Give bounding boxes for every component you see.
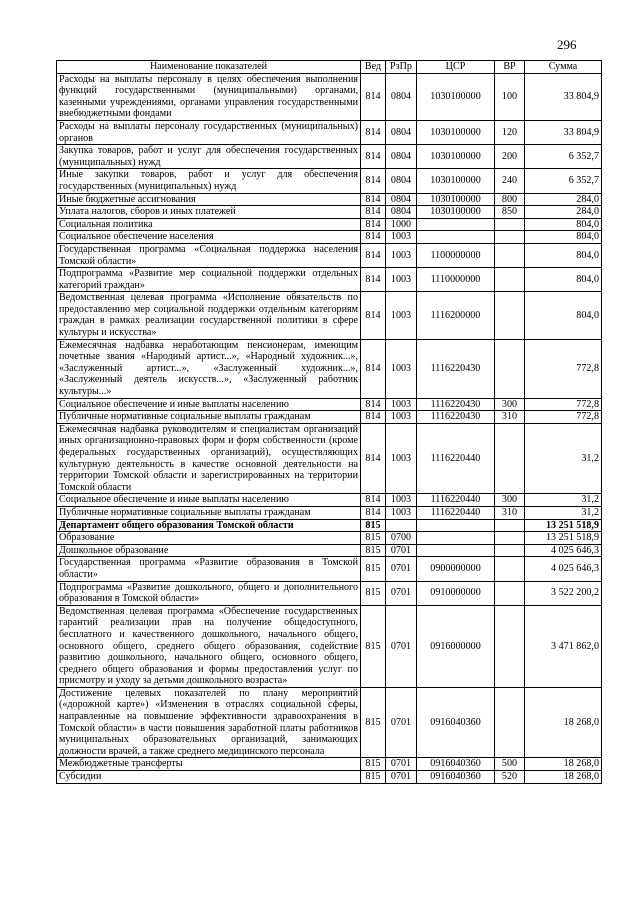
cell-csr [417,218,495,231]
cell-csr: 1116220440 [417,506,495,519]
table-body [57,73,602,783]
cell-rzpr: 0804 [386,169,417,193]
cell-sum: 6 352,7 [525,169,602,193]
header-ved: Вед [361,61,386,74]
cell-rzpr: 0701 [386,605,417,687]
cell-rzpr: 0701 [386,557,417,581]
cell-ved: 814 [361,169,386,193]
cell-rzpr: 0804 [386,206,417,219]
cell-vr: 300 [495,494,525,507]
header-vr: ВР [495,61,525,74]
cell-rzpr: 1003 [386,268,417,292]
cell-vr: 240 [495,169,525,193]
cell-rzpr: 0701 [386,771,417,784]
cell-sum: 33 804,9 [525,73,602,120]
table-row [57,145,602,169]
cell-vr [495,605,525,687]
cell-ved: 814 [361,231,386,244]
cell-ved: 815 [361,605,386,687]
table-row [57,169,602,193]
cell-name: Закупка товаров, работ и услуг для обеспечения государственных (муниципальных) нужд [57,145,361,169]
cell-ved: 814 [361,193,386,206]
cell-csr: 0916040360 [417,771,495,784]
cell-vr [495,268,525,292]
cell-rzpr: 1003 [386,506,417,519]
cell-csr [417,519,495,532]
cell-name: Расходы на выплаты персоналу государственных (муниципальных) органов [57,120,361,144]
cell-name: Публичные нормативные социальные выплаты гражданам [57,506,361,519]
cell-csr: 1030100000 [417,169,495,193]
cell-ved: 814 [361,494,386,507]
cell-vr [495,544,525,557]
cell-vr: 520 [495,771,525,784]
cell-name: Расходы на выплаты персоналу в целях обеспечения выполнения функций государственными (муниципальными) органами, казенными учреждениями, органами управления государственными внебюджетными фондами [57,73,361,120]
cell-name: Социальное обеспечение населения [57,231,361,244]
table-row [57,771,602,784]
cell-csr: 0900000000 [417,557,495,581]
cell-csr: 1116220430 [417,339,495,398]
cell-vr [495,557,525,581]
cell-ved: 814 [361,292,386,339]
cell-rzpr: 1000 [386,218,417,231]
cell-ved: 815 [361,557,386,581]
cell-sum: 284,0 [525,206,602,219]
table-row [57,494,602,507]
cell-rzpr: 0804 [386,73,417,120]
header-sum: Сумма [525,61,602,74]
header-csr: ЦСР [417,61,495,74]
cell-vr [495,339,525,398]
cell-csr [417,231,495,244]
cell-name: Достижение целевых показателей по плану мероприятий («дорожной карте») «Изменения в отраслях социальной сферы, направленные на повышение эффективности здравоохранения в Томской области» в части повышения заработной платы работников муниципальных образовательных организаций, занимающих должности врачей, а также среднего медицинского персонала [57,687,361,758]
table-row [57,231,602,244]
table-row [57,423,602,494]
table-row [57,398,602,411]
cell-csr: 0916000000 [417,605,495,687]
cell-vr [495,581,525,605]
cell-vr: 300 [495,398,525,411]
cell-sum: 804,0 [525,243,602,267]
cell-sum: 804,0 [525,268,602,292]
cell-ved: 814 [361,268,386,292]
cell-ved: 814 [361,411,386,424]
cell-ved: 814 [361,218,386,231]
cell-name: Государственная программа «Развитие образования в Томской области» [57,557,361,581]
page-number: 296 [557,37,577,52]
cell-name: Ведомственная целевая программа «Исполнение обязательств по предоставлению мер социальной поддержки отдельным категориям граждан в рамках реализации государственной политики в сфере культуры и искусства» [57,292,361,339]
cell-ved: 814 [361,339,386,398]
cell-csr: 1116220440 [417,423,495,494]
cell-ved: 815 [361,758,386,771]
cell-name: Государственная программа «Социальная поддержка населения Томской области» [57,243,361,267]
cell-rzpr [386,519,417,532]
cell-rzpr: 0804 [386,145,417,169]
cell-vr [495,519,525,532]
cell-rzpr: 1003 [386,494,417,507]
cell-sum: 804,0 [525,231,602,244]
table-row [57,292,602,339]
cell-rzpr: 0804 [386,120,417,144]
cell-vr [495,423,525,494]
cell-csr [417,532,495,545]
cell-vr [495,687,525,758]
table-row [57,519,602,532]
cell-sum: 772,8 [525,411,602,424]
cell-rzpr: 0701 [386,687,417,758]
table-header [57,61,602,74]
cell-csr: 1116220430 [417,411,495,424]
table-row [57,532,602,545]
cell-name: Социальное обеспечение и иные выплаты населению [57,494,361,507]
cell-rzpr: 0701 [386,544,417,557]
cell-csr: 0916040360 [417,758,495,771]
cell-sum: 31,2 [525,506,602,519]
header-rzpr: РзПр [386,61,417,74]
cell-rzpr: 0701 [386,581,417,605]
cell-vr [495,231,525,244]
cell-sum: 31,2 [525,423,602,494]
cell-name: Субсидии [57,771,361,784]
cell-name: Ежемесячная надбавка руководителям и специалистам организаций иных организационно-правовых форм и форм собственности (кроме федеральных государственных организаций), осуществляющих культурную деятельность в качестве основной деятельности на территории Томской области и зарегистрированных на территории Томской области [57,423,361,494]
cell-name: Подпрограмма «Развитие дошкольного, общего и дополнительного образования в Томской области» [57,581,361,605]
cell-ved: 814 [361,506,386,519]
cell-vr: 310 [495,411,525,424]
table-row [57,506,602,519]
cell-ved: 814 [361,243,386,267]
cell-ved: 814 [361,145,386,169]
cell-csr: 1030100000 [417,206,495,219]
cell-vr [495,218,525,231]
cell-name: Подпрограмма «Развитие мер социальной поддержки отдельных категорий граждан» [57,268,361,292]
cell-sum: 772,8 [525,398,602,411]
table-row [57,243,602,267]
cell-ved: 815 [361,771,386,784]
table-row [57,605,602,687]
cell-sum: 18 268,0 [525,771,602,784]
cell-rzpr: 0804 [386,193,417,206]
cell-csr: 1030100000 [417,120,495,144]
budget-table [56,60,602,784]
cell-vr: 120 [495,120,525,144]
cell-rzpr: 1003 [386,243,417,267]
cell-sum: 804,0 [525,292,602,339]
cell-name: Иные закупки товаров, работ и услуг для обеспечения государственных (муниципальных) нужд [57,169,361,193]
cell-csr: 1030100000 [417,145,495,169]
cell-vr: 200 [495,145,525,169]
cell-vr: 310 [495,506,525,519]
cell-csr [417,544,495,557]
cell-rzpr: 1003 [386,423,417,494]
cell-name: Социальная политика [57,218,361,231]
cell-csr: 1100000000 [417,243,495,267]
cell-ved: 815 [361,532,386,545]
cell-rzpr: 1003 [386,398,417,411]
header-row [57,61,602,74]
table-row [57,544,602,557]
cell-name: Ведомственная целевая программа «Обеспечение государственных гарантий реализации прав на получение общедоступного, бесплатного и качественного дошкольного, начального общего, основного общего, среднего общего образования, содействие развитию дошкольного, начального общего, основного общего, среднего общего образования и формы предоставления услуг по присмотру и уходу за детьми дошкольного возраста» [57,605,361,687]
table-row [57,193,602,206]
cell-name: Уплата налогов, сборов и иных платежей [57,206,361,219]
cell-ved: 815 [361,687,386,758]
table-row [57,557,602,581]
table-row [57,687,602,758]
cell-ved: 815 [361,581,386,605]
cell-ved: 815 [361,519,386,532]
cell-ved: 815 [361,544,386,557]
cell-rzpr: 1003 [386,339,417,398]
table-row [57,206,602,219]
cell-rzpr: 1003 [386,231,417,244]
cell-sum: 4 025 646,3 [525,544,602,557]
cell-vr [495,243,525,267]
cell-sum: 3 471 862,0 [525,605,602,687]
cell-name: Департамент общего образования Томской области [57,519,361,532]
cell-vr [495,532,525,545]
table-row [57,339,602,398]
cell-csr: 1110000000 [417,268,495,292]
cell-ved: 814 [361,120,386,144]
cell-csr: 0910000000 [417,581,495,605]
cell-sum: 13 251 518,9 [525,519,602,532]
cell-sum: 3 522 200,2 [525,581,602,605]
cell-rzpr: 0701 [386,758,417,771]
cell-vr: 500 [495,758,525,771]
cell-name: Социальное обеспечение и иные выплаты населению [57,398,361,411]
table-row [57,268,602,292]
cell-sum: 4 025 646,3 [525,557,602,581]
table-row [57,73,602,120]
cell-name: Публичные нормативные социальные выплаты гражданам [57,411,361,424]
cell-sum: 18 268,0 [525,758,602,771]
cell-name: Дошкольное образование [57,544,361,557]
cell-rzpr: 0700 [386,532,417,545]
cell-sum: 284,0 [525,193,602,206]
cell-csr: 1116220430 [417,398,495,411]
cell-ved: 814 [361,206,386,219]
cell-ved: 814 [361,423,386,494]
cell-vr: 850 [495,206,525,219]
cell-ved: 814 [361,73,386,120]
cell-name: Иные бюджетные ассигнования [57,193,361,206]
cell-sum: 6 352,7 [525,145,602,169]
cell-rzpr: 1003 [386,411,417,424]
cell-sum: 33 804,9 [525,120,602,144]
table-row [57,120,602,144]
cell-vr: 800 [495,193,525,206]
cell-sum: 804,0 [525,218,602,231]
cell-rzpr: 1003 [386,292,417,339]
cell-name: Ежемесячная надбавка неработающим пенсионерам, имеющим почетные звания «Народный артист...», «Народный художник...», «Заслуженный артист...», «Заслуженный художник...», «Заслуженный деятель искусств...», «Заслуженный работник культуры...» [57,339,361,398]
header-name: Наименование показателей [57,61,361,74]
cell-csr: 1030100000 [417,73,495,120]
table-row [57,758,602,771]
cell-csr: 1030100000 [417,193,495,206]
cell-name: Межбюджетные трансферты [57,758,361,771]
cell-sum: 18 268,0 [525,687,602,758]
cell-sum: 13 251 518,9 [525,532,602,545]
cell-sum: 772,8 [525,339,602,398]
cell-csr: 1116200000 [417,292,495,339]
cell-sum: 31,2 [525,494,602,507]
table-row [57,411,602,424]
table-row [57,581,602,605]
cell-vr [495,292,525,339]
table-row [57,218,602,231]
cell-csr: 0916040360 [417,687,495,758]
cell-vr: 100 [495,73,525,120]
cell-ved: 814 [361,398,386,411]
cell-csr: 1116220440 [417,494,495,507]
cell-name: Образование [57,532,361,545]
